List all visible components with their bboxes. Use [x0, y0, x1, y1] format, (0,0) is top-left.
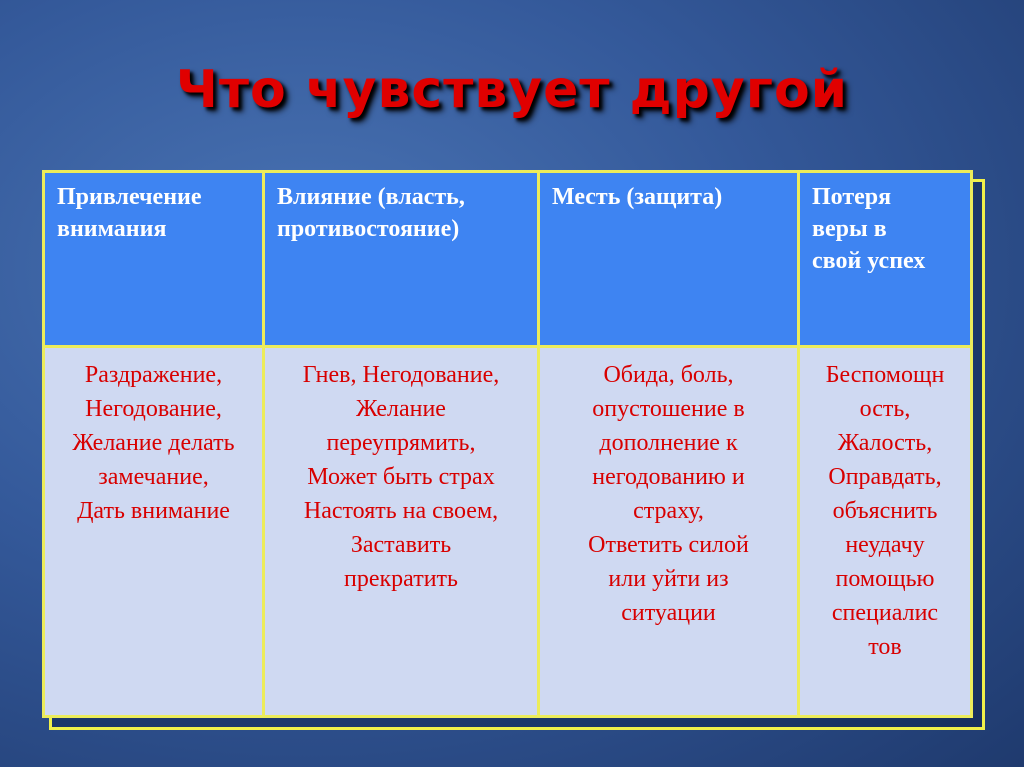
header-text: Месть (защита) [552, 184, 723, 210]
header-text: Потеря веры в свой успех [812, 184, 926, 274]
body-cell-attention [44, 347, 264, 717]
body-cell-influence [264, 347, 539, 717]
header-cell-loss-of-faith [799, 172, 972, 347]
table-header-row [44, 172, 972, 347]
header-cell-influence [264, 172, 539, 347]
body-text: Обида, боль, опустошение в дополнение к негодованию и страху, Ответить силой или уйти из ситуации [588, 362, 749, 626]
feelings-table [42, 170, 973, 718]
body-text: Беспомощн ость, Жалость, Оправдать, объяснить неудачу помощью специалис тов [825, 362, 945, 660]
body-text: Гнев, Негодование, Желание переупрямить, Может быть страх Настоять на своем, Заставить прекратить [302, 362, 500, 592]
body-cell-loss-of-faith [799, 347, 972, 717]
body-text: Раздражение, Негодование, Желание делать замечание, Дать внимание [72, 362, 235, 524]
table-body-row [44, 347, 972, 717]
header-cell-revenge [539, 172, 799, 347]
body-cell-revenge [539, 347, 799, 717]
header-text: Влияние (власть, противостояние) [277, 184, 465, 242]
header-text: Привлечение внимания [57, 184, 202, 242]
slide-title: Что чувствует другой [175, 60, 849, 120]
header-cell-attention [44, 172, 264, 347]
